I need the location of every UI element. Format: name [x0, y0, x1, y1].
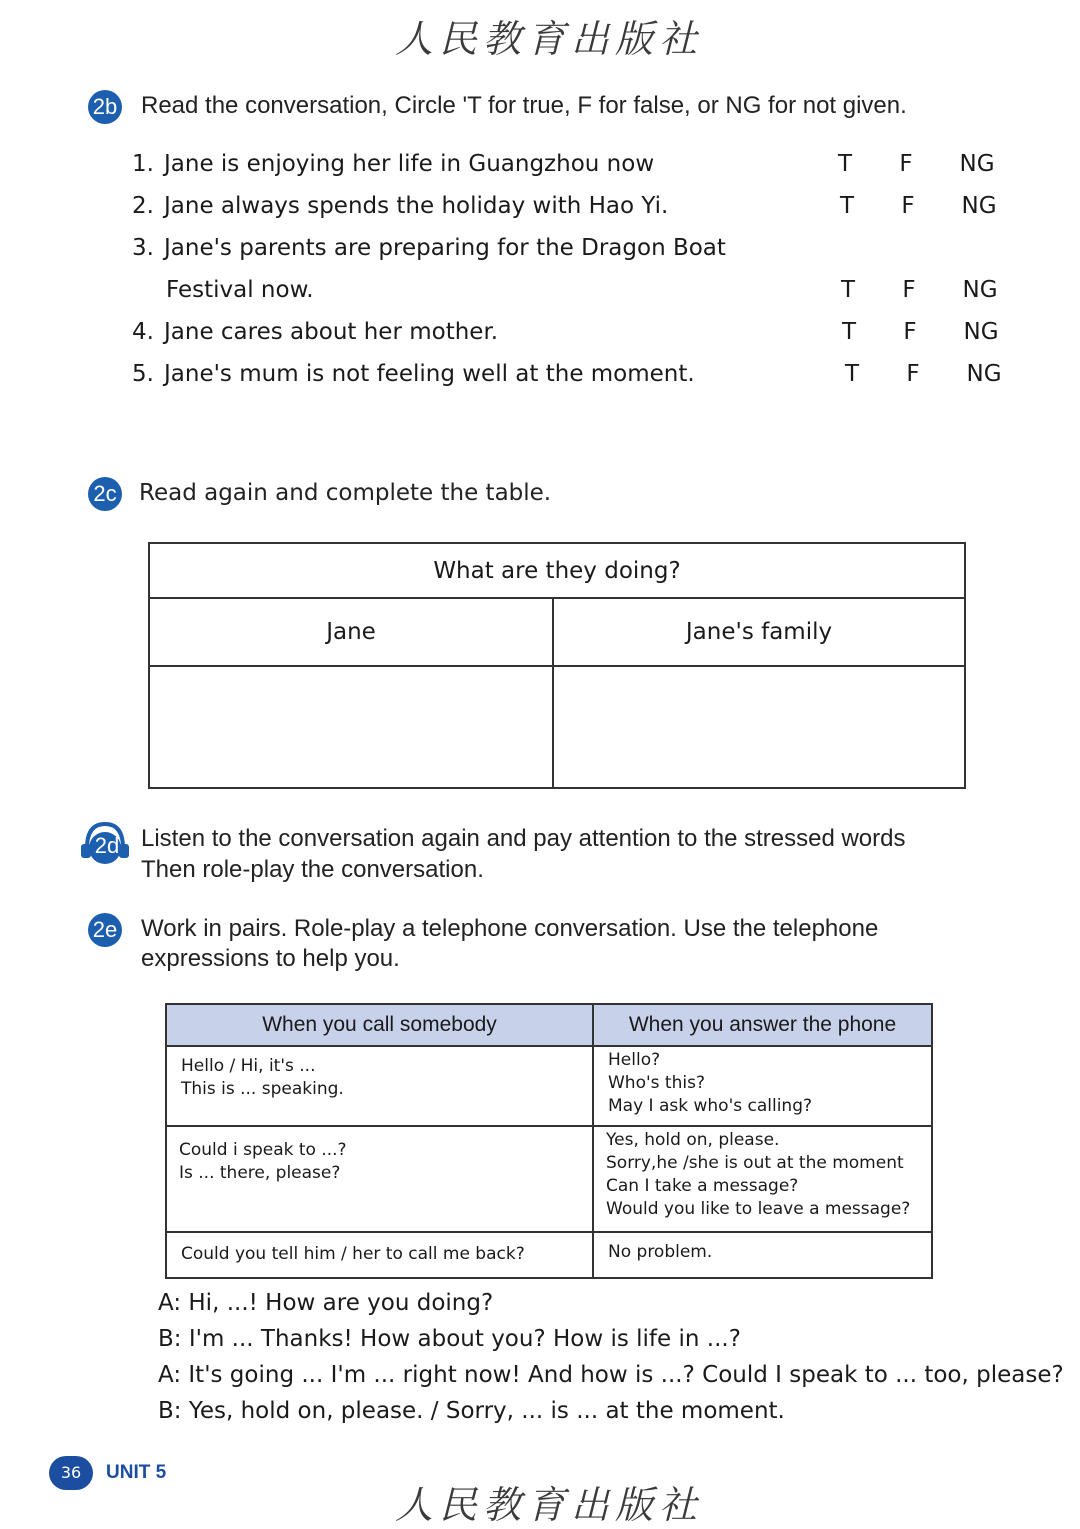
option-true[interactable]: T — [839, 193, 855, 219]
option-true[interactable]: T — [841, 319, 857, 345]
option-false[interactable]: F — [901, 193, 915, 219]
table-cell — [166, 1232, 593, 1278]
instruction-2e-line1: Work in pairs. Role-play a telephone conversation. Use the telephone — [141, 915, 879, 942]
table-header: What are they doing? — [149, 543, 965, 598]
answer-cell-family[interactable] — [553, 666, 965, 788]
option-not-given[interactable]: NG — [961, 193, 997, 219]
instruction-2e-line2: expressions to help you. — [141, 945, 400, 972]
question-text: Jane is enjoying her life in Guangzhou now — [164, 151, 655, 177]
answer-cell-jane[interactable] — [149, 666, 553, 788]
section-badge-2d: 2d — [94, 833, 120, 858]
instruction-2d-line2: Then role-play the conversation. — [141, 856, 484, 883]
expression: Who's this? — [608, 1073, 705, 1093]
expression: Hello / Hi, it's ... — [181, 1056, 316, 1076]
section-badge-2e: 2e — [88, 913, 122, 947]
table-cell — [593, 1126, 932, 1232]
question-number: 4. — [132, 319, 154, 345]
table-cell — [166, 1126, 593, 1232]
dialogue-line: B: Yes, hold on, please. / Sorry, ... is ... at the moment. — [158, 1398, 785, 1424]
instruction-2b: Read the conversation, Circle 'T for true, F for false, or NG for not given. — [141, 92, 907, 119]
option-false[interactable]: F — [902, 277, 916, 303]
question-number: 1. — [132, 151, 154, 177]
option-true[interactable]: T — [840, 277, 856, 303]
instruction-2d-line1: Listen to the conversation again and pay attention to the stressed words — [141, 825, 906, 852]
expression: Sorry,he /she is out at the moment — [606, 1153, 904, 1173]
question-number: 5. — [132, 361, 154, 387]
unit-label: UNIT 5 — [106, 1462, 167, 1483]
expression: Could you tell him / her to call me back? — [181, 1244, 525, 1264]
dialogue-line: A: It's going ... I'm ... right now! And how is ...? Could I speak to ... too, please? — [158, 1362, 1064, 1388]
expression: Can I take a message? — [606, 1176, 799, 1196]
publisher-logo-footer: 人民教育出版社 — [395, 1483, 704, 1527]
question-text: Jane always spends the holiday with Hao Yi. — [164, 193, 669, 219]
option-not-given[interactable]: NG — [959, 151, 995, 177]
option-not-given[interactable]: NG — [962, 277, 998, 303]
table-cell — [593, 1232, 932, 1278]
instruction-2c: Read again and complete the table. — [139, 480, 552, 506]
question-text: Jane's mum is not feeling well at the moment. — [164, 361, 695, 387]
option-false[interactable]: F — [899, 151, 913, 177]
expression: No problem. — [608, 1242, 713, 1262]
expression: May I ask who's calling? — [608, 1096, 813, 1116]
page-number: 36 — [49, 1456, 93, 1490]
option-not-given[interactable]: NG — [963, 319, 999, 345]
question-text: Jane cares about her mother. — [164, 319, 499, 345]
section-badge-2b: 2b — [88, 90, 122, 124]
activity-table — [148, 542, 966, 789]
question-text-continued: Festival now. — [166, 277, 314, 303]
question-number: 3. — [132, 235, 154, 261]
option-not-given[interactable]: NG — [966, 361, 1002, 387]
expression: Could i speak to ...? — [179, 1140, 347, 1160]
column-jane: Jane — [149, 598, 553, 666]
question-text: Jane's parents are preparing for the Dragon Boat — [164, 235, 726, 261]
table-cell — [166, 1046, 593, 1126]
column-call-somebody: When you call somebody — [166, 1004, 593, 1046]
expression: Is ... there, please? — [179, 1163, 341, 1183]
section-badge-2c: 2c — [88, 477, 122, 511]
dialogue-line: A: Hi, ...! How are you doing? — [158, 1290, 494, 1316]
column-janes-family: Jane's family — [553, 598, 965, 666]
option-true[interactable]: T — [844, 361, 860, 387]
table-cell — [593, 1046, 932, 1126]
publisher-logo: 人民教育出版社 — [395, 17, 704, 61]
telephone-expressions-table — [165, 1003, 933, 1279]
option-false[interactable]: F — [903, 319, 917, 345]
expression: Yes, hold on, please. — [606, 1130, 780, 1150]
expression: This is ... speaking. — [181, 1079, 344, 1099]
option-false[interactable]: F — [906, 361, 920, 387]
question-number: 2. — [132, 193, 154, 219]
dialogue-line: B: I'm ... Thanks! How about you? How is life in ...? — [158, 1326, 741, 1352]
expression: Hello? — [608, 1050, 661, 1070]
column-answer-phone: When you answer the phone — [593, 1004, 932, 1046]
expression: Would you like to leave a message? — [606, 1199, 911, 1219]
option-true[interactable]: T — [837, 151, 853, 177]
